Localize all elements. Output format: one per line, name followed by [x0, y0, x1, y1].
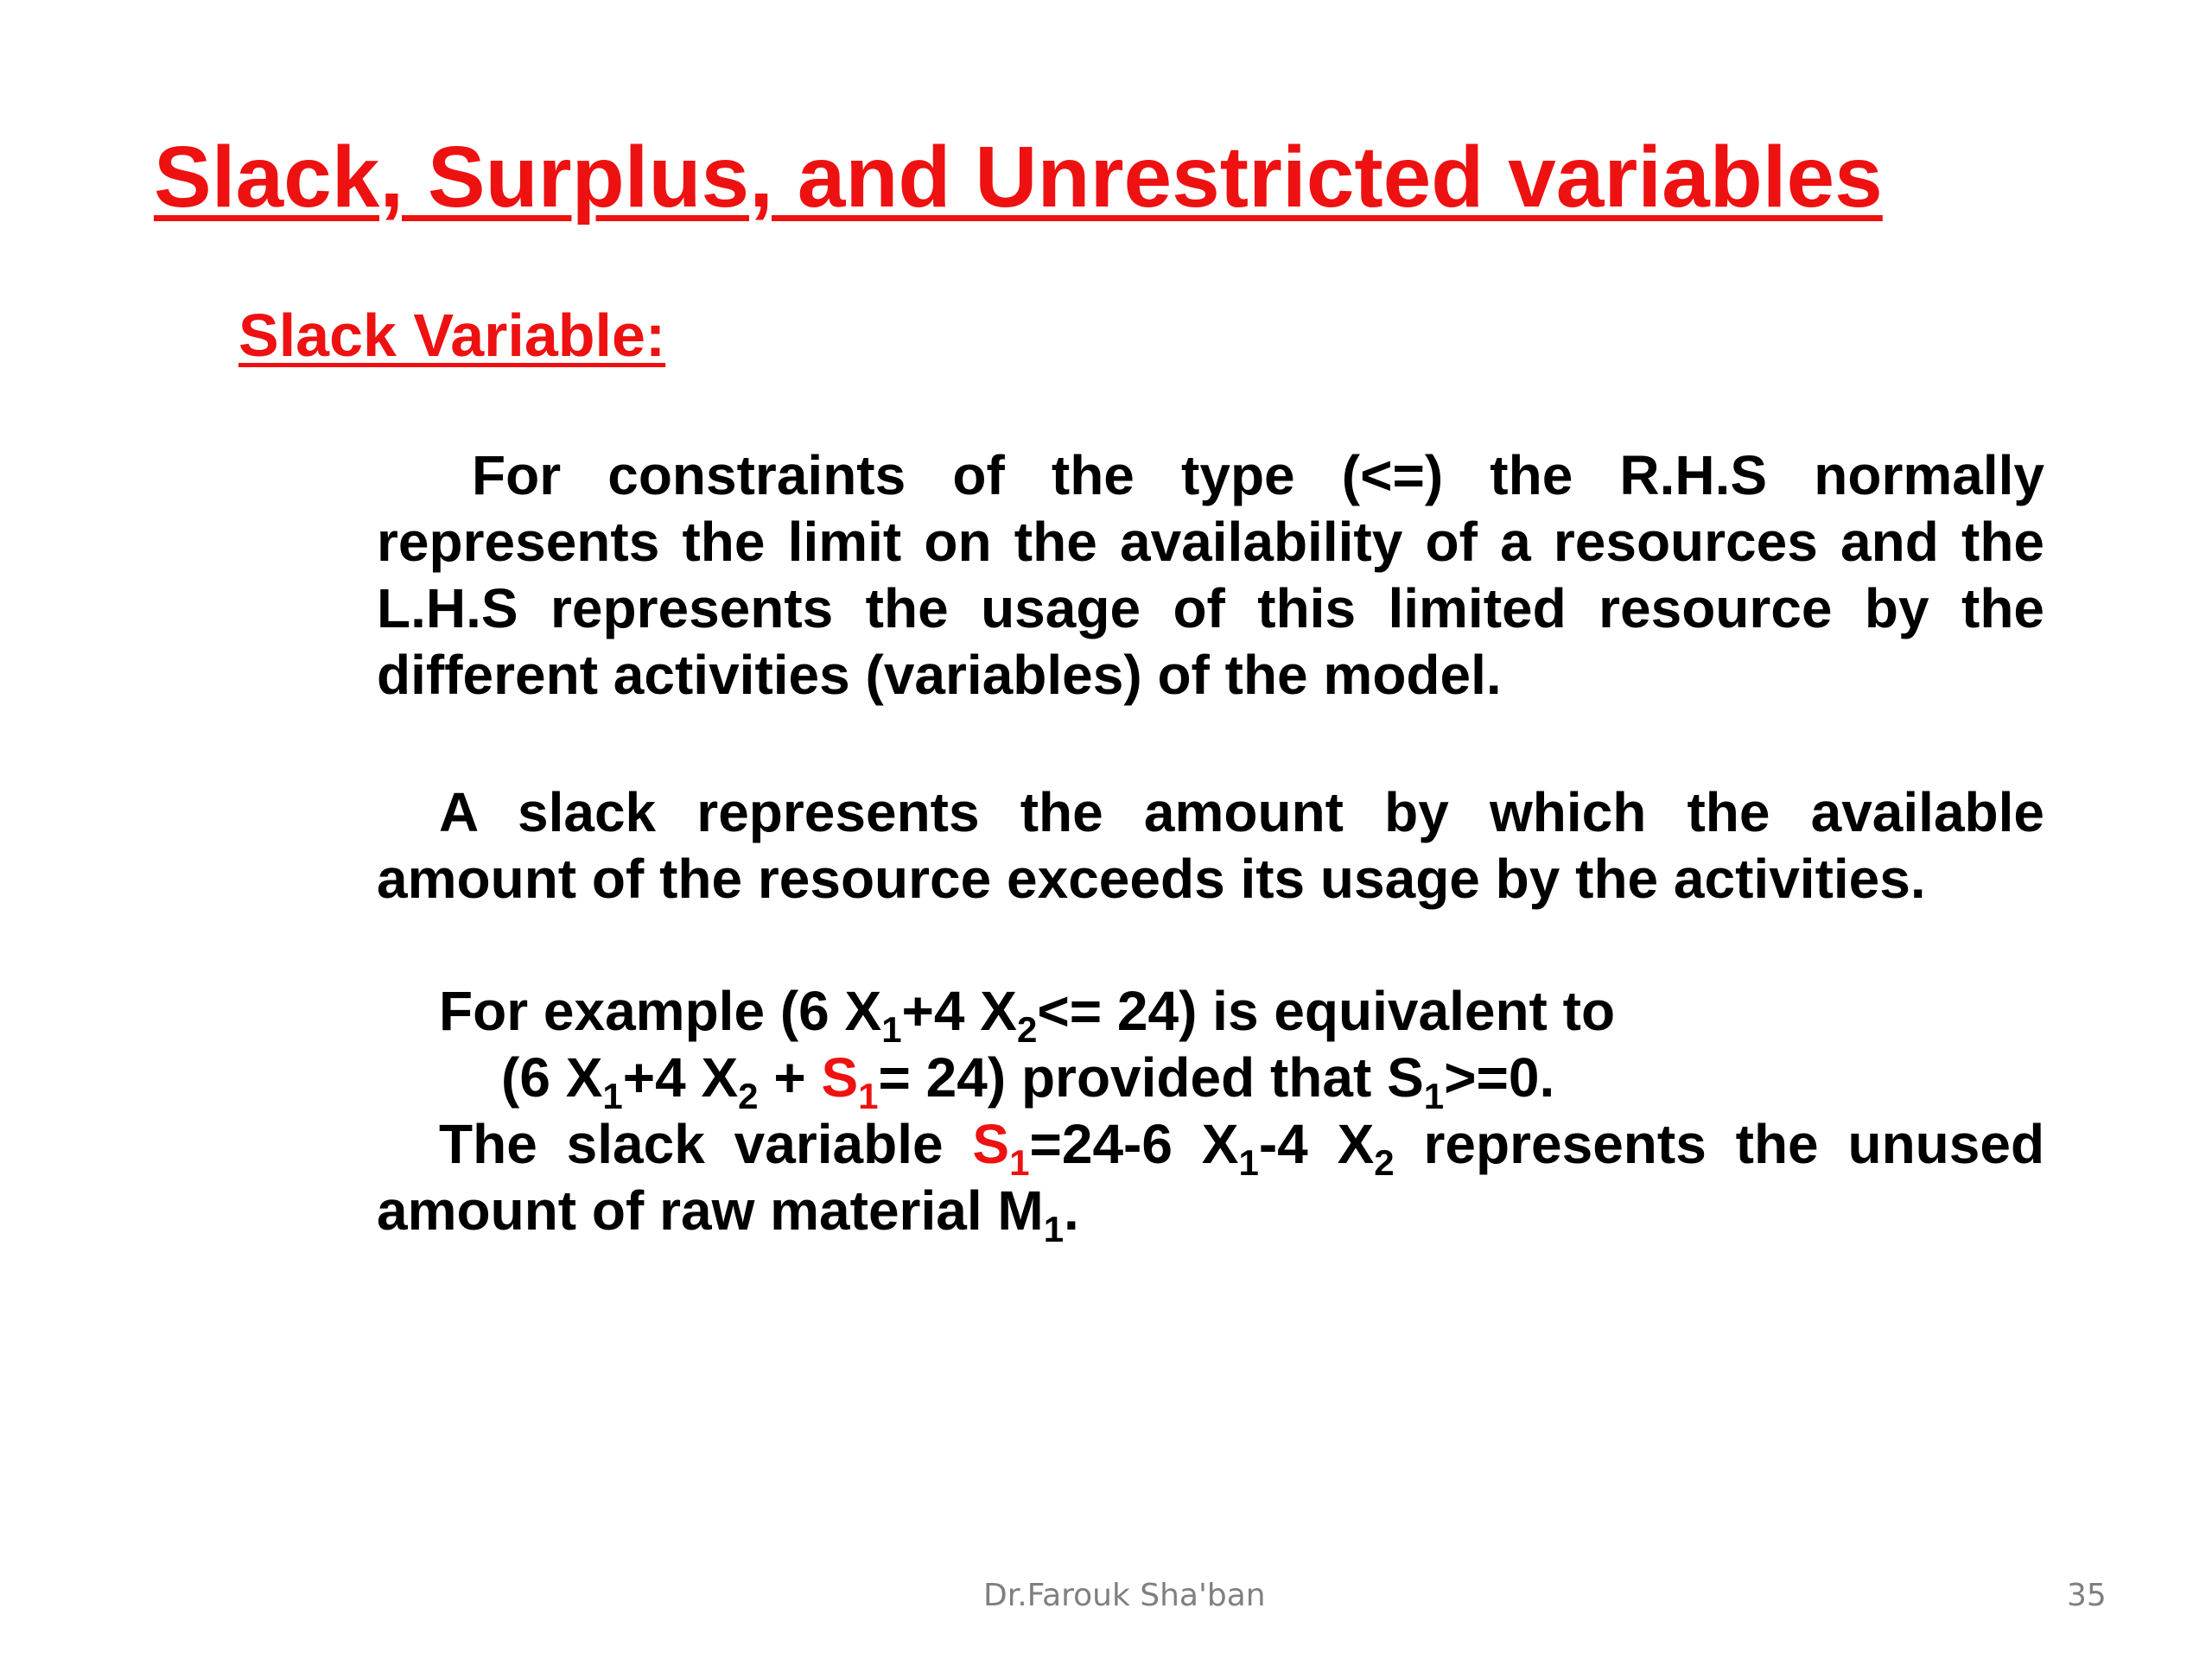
- paragraph-line: amount of the resource exceeds its usage by the activities.: [377, 848, 1926, 910]
- paragraph-line: A slack represents the amount by which the available: [439, 781, 2044, 843]
- paragraph-line: different activities (variables) of the model.: [377, 644, 1502, 706]
- paragraph-line: represents the limit on the availability of a resources and the: [377, 511, 2044, 573]
- example-line-3: The slack variable $S_1=24-6$ $X_1-4$ $X_2$ represents the unused: [439, 1113, 2045, 1183]
- slack-variable-s1: $S_1$: [821, 1046, 879, 1116]
- slack-variable-s1: $S_1$: [972, 1113, 1030, 1183]
- example-line-4: amount of raw material $M_1$.: [377, 1179, 1079, 1249]
- paragraph-constraints: [377, 442, 2044, 709]
- paragraph-example: [377, 978, 2045, 1249]
- section-heading: Slack Variable:: [238, 302, 666, 369]
- page-number: 35: [2067, 1578, 2107, 1613]
- paragraph-line: For constraints of the type (<=) the R.H.S normally: [472, 444, 2044, 506]
- example-line-2: (6 $X_1+4$ $X_2 + S_1= 24$) provided that $S_1>=0$.: [501, 1046, 1555, 1116]
- slide-title: Slack, Surplus, and Unrestricted variables: [154, 129, 1883, 226]
- paragraph-line: L.H.S represents the usage of this limited resource by the: [377, 577, 2044, 639]
- footer-author: Dr.Farouk Sha'ban: [983, 1578, 1266, 1613]
- example-line-1: For example (6 $X_1+4$ $X_2<= 24$) is equivalent to: [439, 980, 1616, 1050]
- paragraph-slack-definition: [377, 779, 2044, 912]
